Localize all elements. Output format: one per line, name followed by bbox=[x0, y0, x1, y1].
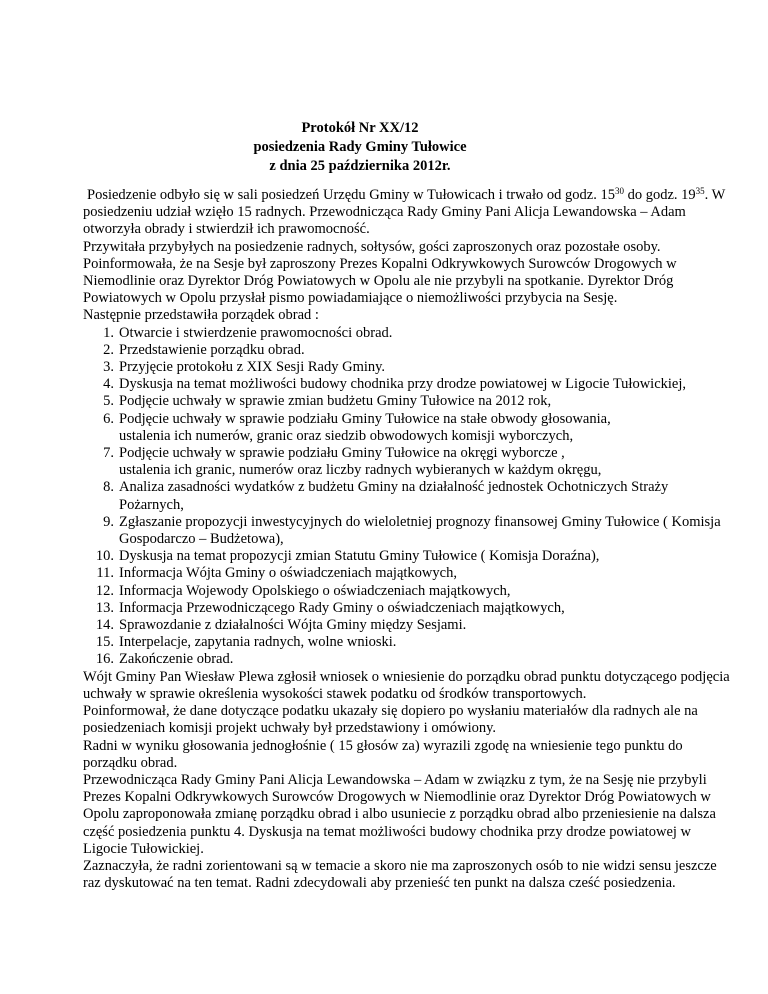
protocol-number: Protokół Nr XX/12 bbox=[301, 120, 419, 136]
agenda-item-number: 4. bbox=[103, 376, 114, 393]
agenda-item-number: 5. bbox=[103, 393, 114, 410]
document-header bbox=[200, 119, 520, 176]
intro-text-3: . W posiedzeniu udział wzięło 15 radnych. Przewodnicząca Rady Gminy Pani Alicja Lewandowska – Adam otworzyła obrady i stwierdził ich prawomocność. bbox=[83, 187, 726, 238]
agenda-item-text: Informacja Wójta Gminy o oświadczeniach majątkowych, bbox=[119, 565, 457, 582]
intro-text-2: do godz. 19 bbox=[623, 187, 696, 203]
session-title: posiedzenia Rady Gminy Tułowice bbox=[253, 139, 467, 155]
agenda-item bbox=[83, 445, 733, 479]
agenda-item bbox=[83, 548, 733, 565]
agenda-item-text: Przedstawienie porządku obrad. bbox=[119, 341, 305, 358]
agenda-item bbox=[83, 325, 733, 342]
agenda-item-number: 14. bbox=[95, 617, 114, 634]
agenda-item bbox=[83, 514, 733, 548]
mayor-motion-paragraph: Wójt Gminy Pan Wiesław Plewa zgłosił wniosek o wniesienie do porządku obrad punktu dotyczącego podjęcia uchwały w sprawie określenia wysokości stawek podatku od środków transportowych. bbox=[83, 668, 730, 702]
agenda-item-number: 11. bbox=[96, 565, 114, 582]
agenda-item-text: Podjęcie uchwały w sprawie podziału Gminy Tułowice na stałe obwody głosowania, bbox=[119, 410, 611, 427]
agenda-item-number: 6. bbox=[103, 410, 114, 427]
agenda-item-number: 13. bbox=[95, 599, 114, 616]
agenda-item-number: 7. bbox=[103, 445, 114, 462]
agenda-item-continuation: ustalenia ich numerów, granic oraz siedzib obwodowych komisji wyborczych, bbox=[119, 427, 574, 444]
agenda-item-text: Informacja Przewodniczącego Rady Gminy o oświadczeniach majątkowych, bbox=[119, 599, 565, 616]
agenda-item-number: 1. bbox=[103, 324, 114, 341]
agenda-item bbox=[83, 651, 733, 668]
agenda-item bbox=[83, 411, 733, 445]
agenda-item-number: 10. bbox=[95, 548, 114, 565]
agenda-intro: Następnie przedstawiła porządek obrad : bbox=[83, 307, 319, 324]
agenda-item-text: Analiza zasadności wydatków z budżetu Gminy na działalność jednostek Ochotniczych Straży Pożarnych, bbox=[119, 479, 669, 513]
agenda-item bbox=[83, 359, 733, 376]
agenda-item-text: Podjęcie uchwały w sprawie podziału Gminy Tułowice na okręgi wyborcze , bbox=[119, 445, 565, 462]
agenda-item-number: 2. bbox=[103, 341, 114, 358]
agenda-item-text: Przyjęcie protokołu z XIX Sesji Rady Gminy. bbox=[119, 359, 386, 376]
welcome-paragraph: Przywitała przybyłych na posiedzenie radnych, sołtysów, gości zaproszonych oraz pozostałe osoby. Poinformowała, że na Sesje był zaproszony Prezes Kopalni Odkrywkowych Surowców Drogowych w Niemodlinie oraz Dyrektor Dróg Powiatowych w Opolu ale nie przybyli na spotkanie. Dyrektor Dróg Powiatowych w Opolu przysłał pismo powiadamiające o niemożliwości przybycia na Sesję. bbox=[83, 238, 677, 307]
agenda-item-number: 16. bbox=[95, 651, 114, 668]
agenda-item-text: Informacja Wojewody Opolskiego o oświadczeniach majątkowych, bbox=[119, 582, 511, 599]
agenda-item bbox=[83, 565, 733, 582]
agenda-change-paragraph: Przewodnicząca Rady Gminy Pani Alicja Lewandowska – Adam w związku z tym, że na Sesję nie przybyli Prezes Kopalni Odkrywkowych Surowców Drogowych w Niemodlinie oraz Dyrektor Dróg Powiatowych w Opolu zaproponowała zmianę porządku obrad i albo usuniecie z porządku obrad albo przeniesienie na dalsza część posiedzenia punktu 4. Dyskusja na temat możliwości budowy chodnika przy drodze powiatowej w Ligocie Tułowickiej. bbox=[83, 771, 716, 857]
session-date: z dnia 25 października 2012r. bbox=[269, 158, 451, 174]
agenda-item-text: Sprawozdanie z działalności Wójta Gminy między Sesjami. bbox=[119, 617, 467, 634]
agenda-list bbox=[83, 325, 733, 669]
agenda-item-text: Interpelacje, zapytania radnych, wolne wnioski. bbox=[119, 634, 397, 651]
document-body bbox=[83, 187, 733, 892]
agenda-item-continuation: ustalenia ich granic, numerów oraz liczby radnych wybieranych w każdym okręgu, bbox=[119, 462, 602, 479]
tax-info-paragraph: Poinformował, że dane dotyczące podatku ukazały się dopiero po wysłaniu materiałów dla radnych ale na posiedzeniach komisji projekt uchwały był przedstawiony i omówiony. bbox=[83, 703, 698, 737]
decision-paragraph: Zaznaczyła, że radni zorientowani są w temacie a skoro nie ma zaproszonych osób to nie widzi sensu jeszcze raz dyskutować na ten temat. Radni zdecydowali aby przenieść ten punkt na dalsza cześć posiedzenia. bbox=[83, 857, 717, 892]
agenda-item-text: Otwarcie i stwierdzenie prawomocności obrad. bbox=[119, 324, 393, 341]
agenda-item bbox=[83, 479, 733, 513]
agenda-item bbox=[83, 583, 733, 600]
agenda-item-text: Dyskusja na temat propozycji zmian Statutu Gminy Tułowice ( Komisja Doraźna), bbox=[119, 548, 600, 565]
agenda-item bbox=[83, 376, 733, 393]
agenda-item-text: Dyskusja na temat możliwości budowy chodnika przy drodze powiatowej w Ligocie Tułowickiej, bbox=[119, 376, 687, 393]
agenda-item bbox=[83, 393, 733, 410]
agenda-item-number: 9. bbox=[103, 513, 114, 530]
vote-result-paragraph: Radni w wyniku głosowania jednogłośnie ( 15 głosów za) wyrazili zgodę na wniesienie tego punktu do porządku obrad. bbox=[83, 737, 683, 771]
intro-paragraph bbox=[83, 187, 733, 239]
agenda-item bbox=[83, 600, 733, 617]
agenda-item bbox=[83, 617, 733, 634]
agenda-item-number: 15. bbox=[95, 634, 114, 651]
agenda-item-number: 12. bbox=[95, 582, 114, 599]
agenda-item bbox=[83, 342, 733, 359]
end-time-minutes: 35 bbox=[695, 186, 705, 196]
agenda-item-text: Zakończenie obrad. bbox=[119, 651, 234, 668]
agenda-item-text: Podjęcie uchwały w sprawie zmian budżetu Gminy Tułowice na 2012 rok, bbox=[119, 393, 552, 410]
agenda-item-text: Zgłaszanie propozycji inwestycyjnych do wieloletniej prognozy finansowej Gminy Tułowice ( Komisja Gospodarczo – Budżetowa), bbox=[119, 513, 721, 548]
agenda-item-number: 3. bbox=[103, 359, 114, 376]
agenda-item-number: 8. bbox=[103, 479, 114, 496]
intro-text-1: Posiedzenie odbyło się w sali posiedzeń Urzędu Gminy w Tułowicach i trwało od godz. 15 bbox=[87, 187, 615, 203]
agenda-item bbox=[83, 634, 733, 651]
start-time-minutes: 30 bbox=[614, 186, 624, 196]
